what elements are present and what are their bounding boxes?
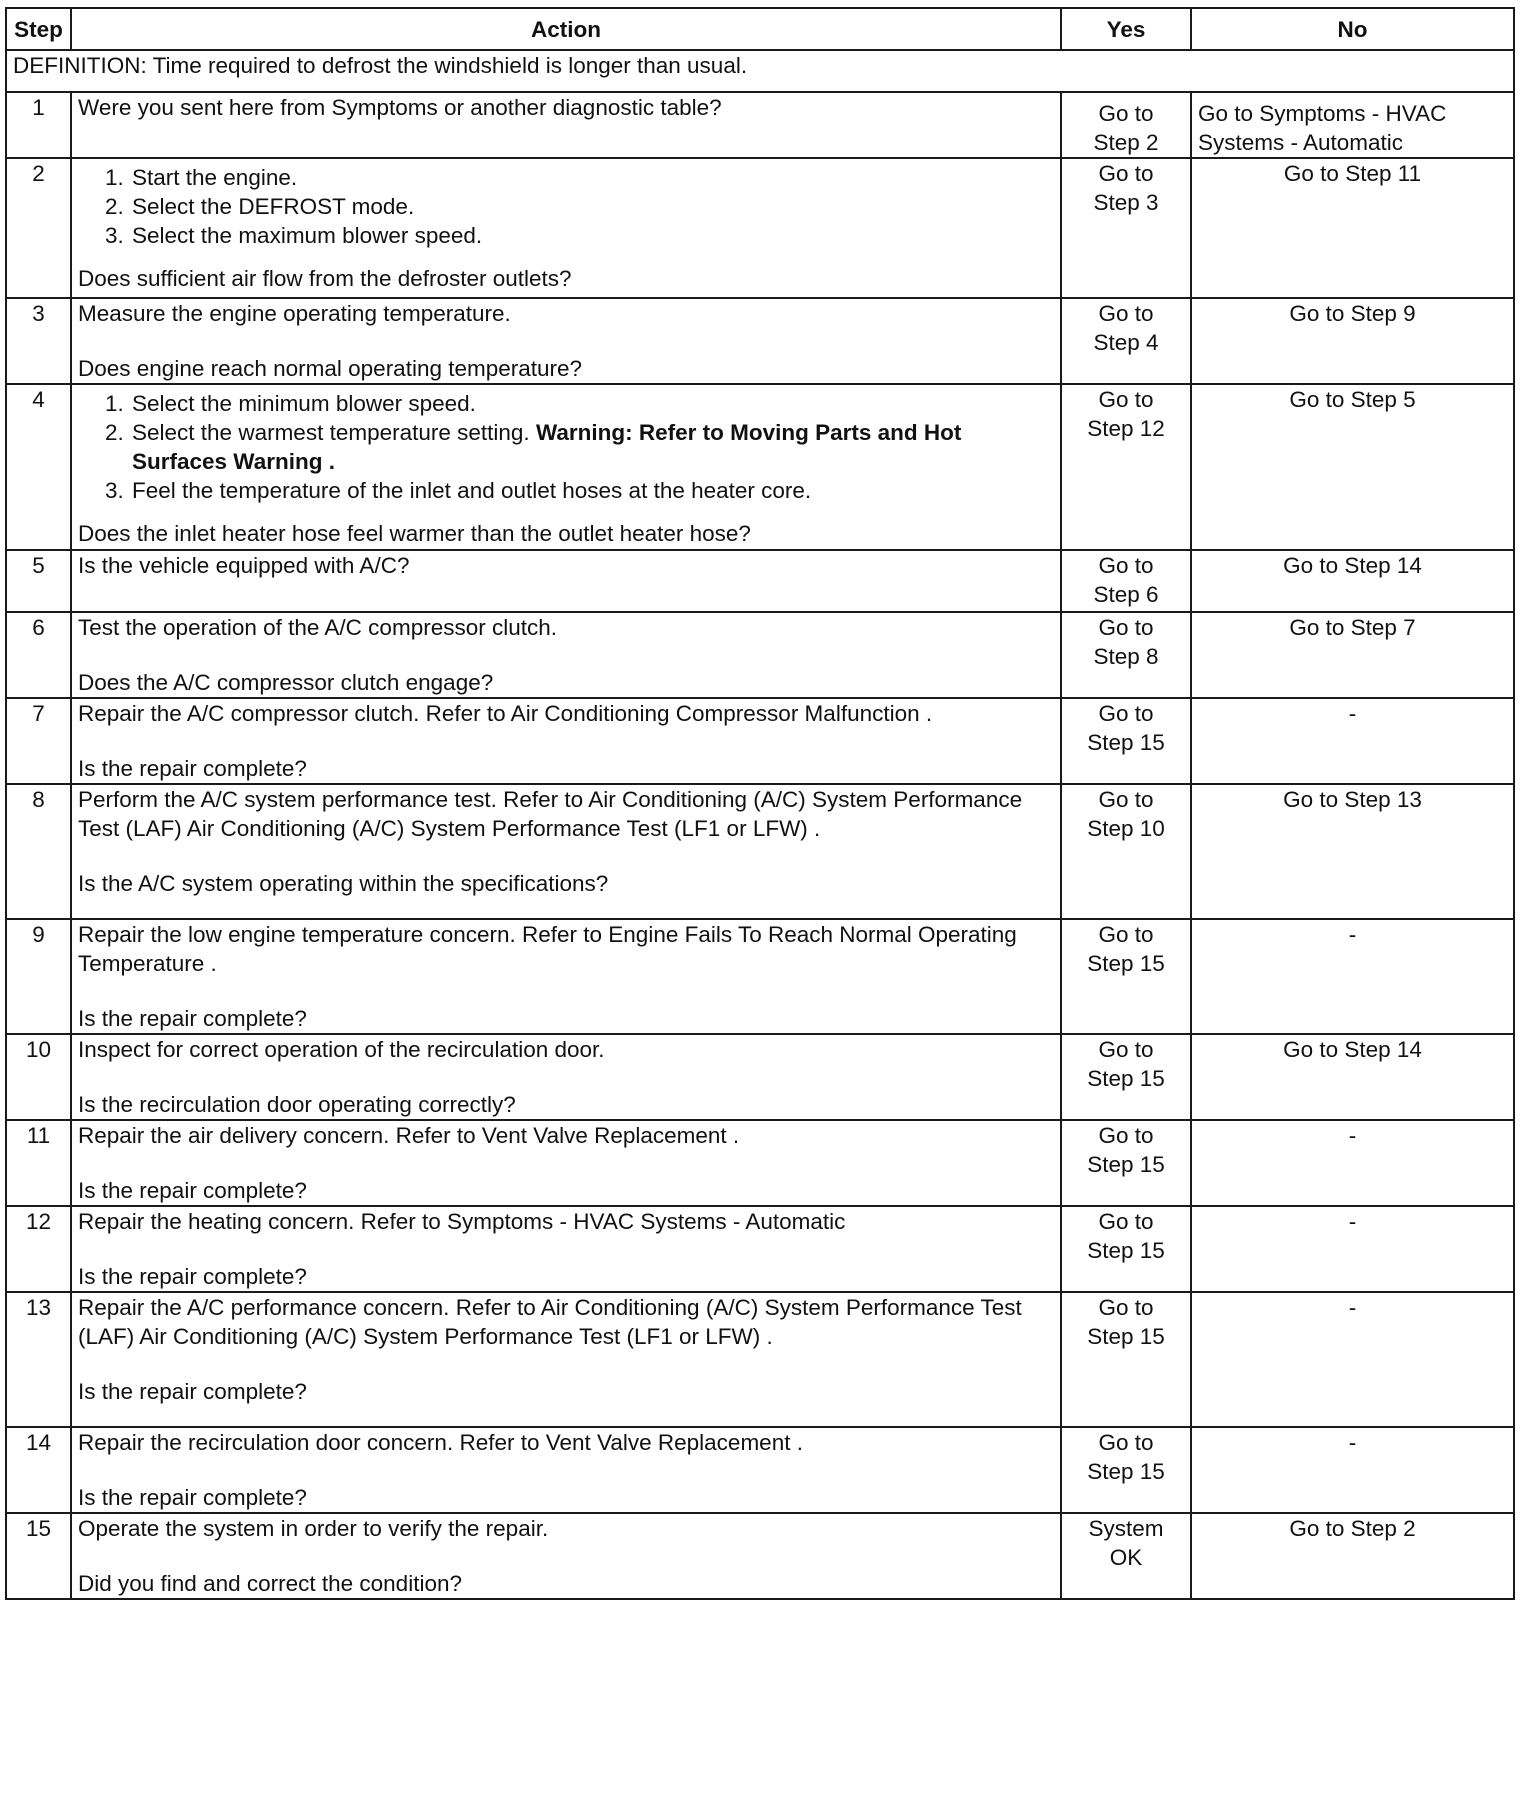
header-step: Step — [6, 8, 71, 50]
header-row — [6, 8, 1514, 50]
spacer — [78, 1457, 1054, 1483]
no-text: Go to Step 9 — [1289, 301, 1416, 326]
yes-cell — [1061, 92, 1191, 158]
step-number: 10 — [6, 1034, 71, 1120]
action-question: Is the repair complete? — [78, 1379, 307, 1404]
yes-text: Step 15 — [1087, 1324, 1165, 1349]
action-question: Did you find and correct the condition? — [78, 1571, 462, 1596]
no-text: Go to Symptoms - HVAC — [1198, 101, 1447, 126]
action-instruction: Measure the engine operating temperature. — [78, 301, 511, 326]
step-number: 4 — [6, 384, 71, 550]
no-text: Go to Step 5 — [1289, 387, 1416, 412]
action-instruction: Repair the recirculation door concern. Refer to Vent Valve Replacement . — [78, 1430, 803, 1455]
no-cell — [1191, 919, 1514, 1034]
action-cell — [71, 612, 1061, 698]
yes-text: Go to — [1098, 301, 1154, 326]
table-row — [6, 92, 1514, 158]
definition-text: DEFINITION: Time required to defrost the windshield is longer than usual. — [6, 50, 1514, 92]
no-text: - — [1348, 1295, 1357, 1320]
yes-cell — [1061, 1513, 1191, 1599]
no-cell — [1191, 612, 1514, 698]
no-text: Go to Step 14 — [1283, 1037, 1422, 1062]
table-row — [6, 784, 1514, 919]
yes-text: Go to — [1098, 787, 1154, 812]
action-cell — [71, 919, 1061, 1034]
yes-cell — [1061, 384, 1191, 550]
no-cell — [1191, 158, 1514, 298]
table-row — [6, 1206, 1514, 1292]
action-list-item: 3. Select the maximum blower speed. — [130, 221, 1054, 250]
no-text: Go to Step 11 — [1283, 161, 1422, 186]
no-text: - — [1348, 922, 1357, 947]
yes-cell — [1061, 1427, 1191, 1513]
action-question: Is the vehicle equipped with A/C? — [78, 553, 410, 578]
yes-text: Step 8 — [1093, 644, 1159, 669]
no-text: Go to Step 14 — [1283, 553, 1422, 578]
action-question: Is the repair complete? — [78, 1178, 307, 1203]
yes-text: Step 15 — [1087, 1459, 1165, 1484]
yes-cell — [1061, 1292, 1191, 1427]
action-question: Does the A/C compressor clutch engage? — [78, 670, 494, 695]
spacer — [78, 1064, 1054, 1090]
action-question: Does engine reach normal operating temperature? — [78, 356, 583, 381]
yes-text: Go to — [1098, 161, 1154, 186]
table-row — [6, 1513, 1514, 1599]
no-cell — [1191, 1292, 1514, 1427]
header-no: No — [1191, 8, 1514, 50]
definition-row — [6, 50, 1514, 92]
spacer — [78, 1543, 1054, 1569]
action-cell — [71, 158, 1061, 298]
yes-cell — [1061, 298, 1191, 384]
yes-text: Step 4 — [1093, 330, 1159, 355]
yes-text: Step 15 — [1087, 730, 1165, 755]
action-cell — [71, 1120, 1061, 1206]
step-number: 15 — [6, 1513, 71, 1599]
table-row — [6, 158, 1514, 298]
action-question: Is the A/C system operating within the specifications? — [78, 871, 609, 896]
action-instruction: Repair the A/C compressor clutch. Refer to Air Conditioning Compressor Malfunction . — [78, 701, 933, 726]
step-number: 13 — [6, 1292, 71, 1427]
yes-text: Go to — [1098, 553, 1154, 578]
yes-text: Step 2 — [1093, 130, 1159, 155]
action-cell — [71, 1292, 1061, 1427]
spacer — [78, 728, 1054, 754]
step-number: 3 — [6, 298, 71, 384]
no-cell — [1191, 698, 1514, 784]
yes-text: Step 15 — [1087, 1152, 1165, 1177]
header-yes: Yes — [1061, 8, 1191, 50]
yes-text: Step 10 — [1087, 816, 1165, 841]
step-number: 8 — [6, 784, 71, 919]
action-question: Is the repair complete? — [78, 756, 307, 781]
yes-text: Go to — [1098, 701, 1154, 726]
no-text: - — [1348, 1430, 1357, 1455]
action-cell — [71, 1206, 1061, 1292]
no-cell — [1191, 1206, 1514, 1292]
yes-text: Go to — [1098, 1295, 1154, 1320]
no-text: Go to Step 2 — [1289, 1516, 1416, 1541]
no-text: - — [1348, 1209, 1357, 1234]
no-text: Go to Step 7 — [1289, 615, 1416, 640]
yes-cell — [1061, 1206, 1191, 1292]
action-question: Is the recirculation door operating correctly? — [78, 1092, 516, 1117]
table-row — [6, 1292, 1514, 1427]
yes-cell — [1061, 1034, 1191, 1120]
action-instruction: Repair the heating concern. Refer to Symptoms - HVAC Systems - Automatic — [78, 1209, 846, 1234]
step-number: 12 — [6, 1206, 71, 1292]
no-cell — [1191, 1120, 1514, 1206]
no-cell — [1191, 550, 1514, 612]
no-cell — [1191, 784, 1514, 919]
action-instruction: Inspect for correct operation of the recirculation door. — [78, 1037, 605, 1062]
action-question: Does the inlet heater hose feel warmer than the outlet heater hose? — [78, 521, 751, 546]
action-instruction: Operate the system in order to verify the repair. — [78, 1516, 549, 1541]
step-number: 5 — [6, 550, 71, 612]
yes-cell — [1061, 784, 1191, 919]
action-cell — [71, 298, 1061, 384]
action-question: Is the repair complete? — [78, 1485, 307, 1510]
action-cell — [71, 1427, 1061, 1513]
header-action: Action — [71, 8, 1061, 50]
table-row — [6, 298, 1514, 384]
table-row — [6, 1427, 1514, 1513]
no-text: Systems - Automatic — [1198, 130, 1404, 155]
spacer — [78, 328, 1054, 354]
yes-cell — [1061, 158, 1191, 298]
step-number: 9 — [6, 919, 71, 1034]
table-row — [6, 384, 1514, 550]
yes-text: Go to — [1098, 1209, 1154, 1234]
no-text: Go to Step 13 — [1283, 787, 1422, 812]
action-cell — [71, 698, 1061, 784]
spacer — [78, 978, 1054, 1004]
spacer — [78, 1236, 1054, 1262]
action-list-item: 3. Feel the temperature of the inlet and outlet hoses at the heater core. — [130, 476, 1054, 505]
spacer — [78, 642, 1054, 668]
spacer — [78, 250, 1054, 264]
action-cell — [71, 92, 1061, 158]
warning-text: Warning: Refer to Moving Parts and Hot Surfaces Warning . — [132, 420, 962, 474]
yes-cell — [1061, 1120, 1191, 1206]
action-question: Is the repair complete? — [78, 1006, 307, 1031]
action-list-item: 1. Select the minimum blower speed. — [130, 389, 1054, 418]
yes-text: Go to — [1098, 1430, 1154, 1455]
action-instruction: Repair the A/C performance concern. Refer to Air Conditioning (A/C) System Performance Test (LAF) Air Conditioning (A/C) System Performance Test (LF1 or LFW) . — [78, 1295, 1022, 1349]
yes-text: Step 12 — [1087, 416, 1165, 441]
spacer — [78, 1351, 1054, 1377]
yes-cell — [1061, 919, 1191, 1034]
yes-cell — [1061, 550, 1191, 612]
action-instruction: Repair the air delivery concern. Refer to Vent Valve Replacement . — [78, 1123, 740, 1148]
yes-text: Go to — [1098, 387, 1154, 412]
action-instruction: Repair the low engine temperature concern. Refer to Engine Fails To Reach Normal Operating Temperature . — [78, 922, 1017, 976]
no-cell — [1191, 1034, 1514, 1120]
yes-text: Go to — [1098, 1123, 1154, 1148]
action-cell — [71, 1034, 1061, 1120]
action-list-item: 1. Start the engine. — [130, 163, 1054, 192]
table-row — [6, 1034, 1514, 1120]
action-list-item: 2. Select the warmest temperature setting. Warning: Refer to Moving Parts and Hot Surfaces Warning . — [130, 418, 1054, 476]
no-text: - — [1348, 701, 1357, 726]
action-instruction: Test the operation of the A/C compressor clutch. — [78, 615, 557, 640]
no-text: - — [1348, 1123, 1357, 1148]
no-cell — [1191, 1427, 1514, 1513]
action-question: Does sufficient air flow from the defroster outlets? — [78, 266, 572, 291]
action-instruction: Perform the A/C system performance test. Refer to Air Conditioning (A/C) System Performance Test (LAF) Air Conditioning (A/C) System Performance Test (LF1 or LFW) . — [78, 787, 1023, 841]
step-number: 2 — [6, 158, 71, 298]
action-question: Is the repair complete? — [78, 1264, 307, 1289]
yes-text: System — [1088, 1516, 1164, 1541]
yes-cell — [1061, 698, 1191, 784]
no-cell — [1191, 298, 1514, 384]
yes-text: Go to — [1098, 615, 1154, 640]
action-question: Were you sent here from Symptoms or another diagnostic table? — [78, 95, 722, 120]
action-cell — [71, 384, 1061, 550]
yes-text: Step 15 — [1087, 1066, 1165, 1091]
spacer — [78, 843, 1054, 869]
table-row — [6, 919, 1514, 1034]
diagnostic-table — [5, 7, 1515, 1600]
yes-text: Go to — [1098, 1037, 1154, 1062]
action-cell — [71, 550, 1061, 612]
table-row — [6, 698, 1514, 784]
step-number: 11 — [6, 1120, 71, 1206]
yes-cell — [1061, 612, 1191, 698]
step-number: 14 — [6, 1427, 71, 1513]
yes-text: Go to — [1098, 922, 1154, 947]
step-number: 6 — [6, 612, 71, 698]
action-cell — [71, 1513, 1061, 1599]
yes-text: Go to — [1098, 101, 1154, 126]
yes-text: OK — [1109, 1545, 1143, 1570]
no-cell — [1191, 1513, 1514, 1599]
action-list — [78, 389, 1054, 505]
no-cell — [1191, 92, 1514, 158]
table-row — [6, 550, 1514, 612]
yes-text: Step 15 — [1087, 951, 1165, 976]
action-list — [78, 163, 1054, 250]
yes-text: Step 6 — [1093, 582, 1159, 607]
no-cell — [1191, 384, 1514, 550]
table-row — [6, 1120, 1514, 1206]
action-cell — [71, 784, 1061, 919]
spacer — [78, 505, 1054, 519]
yes-text: Step 3 — [1093, 190, 1159, 215]
spacer — [78, 1150, 1054, 1176]
step-number: 7 — [6, 698, 71, 784]
table-row — [6, 612, 1514, 698]
step-number: 1 — [6, 92, 71, 158]
action-list-item: 2. Select the DEFROST mode. — [130, 192, 1054, 221]
yes-text: Step 15 — [1087, 1238, 1165, 1263]
